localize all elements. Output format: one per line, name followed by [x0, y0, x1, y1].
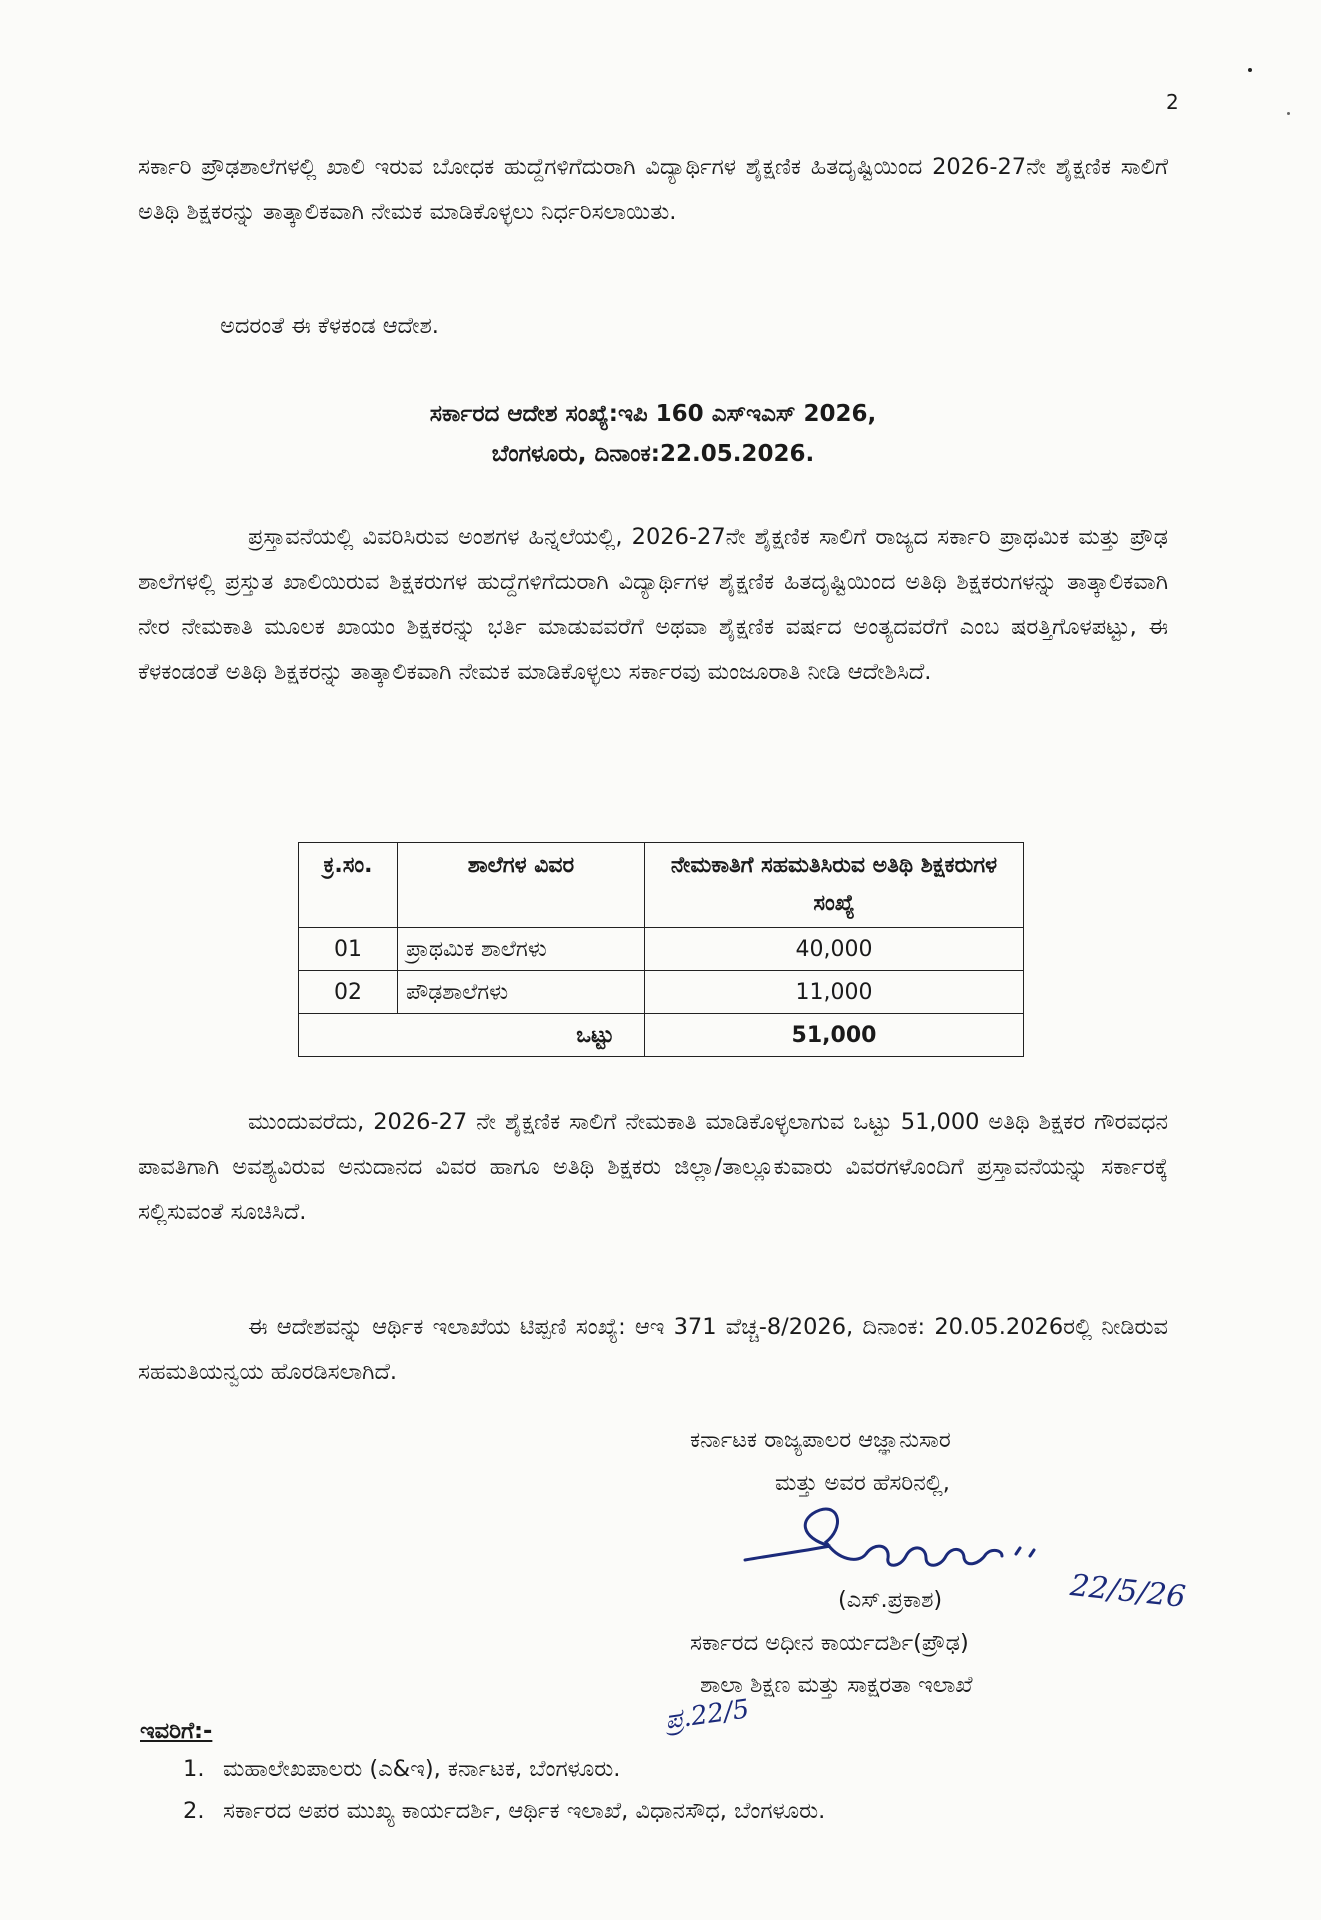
- authority-line2: ಮತ್ತು ಅವರ ಹೆಸರಿನಲ್ಲಿ,: [775, 1470, 950, 1496]
- intro-paragraph: ಸರ್ಕಾರಿ ಪ್ರೌಢಶಾಲೆಗಳಲ್ಲಿ ಖಾಲಿ ಇರುವ ಬೋಧಕ ಹುದ್ದೆಗಳಿಗೆದುರಾಗಿ ವಿದ್ಯಾರ್ಥಿಗಳ ಶೈಕ್ಷಣಿಕ ಹಿತದೃಷ್ಟಿಯಿಂದ 2026-27ನೇ ಶೈಕ್ಷಣಿಕ ಸಾಲಿಗೆ ಅತಿಥಿ ಶಿಕ್ಷಕರನ್ನು ತಾತ್ಕಾಲಿಕವಾಗಿ ನೇಮಕ ಮಾಡಿಕೊಳ್ಳಲು ನಿರ್ಧರಿಸಲಾಯಿತು.: [138, 154, 1168, 225]
- copy-to-heading: ಇವರಿಗೆ:-: [140, 1718, 213, 1744]
- finance-paragraph: ಈ ಆದೇಶವನ್ನು ಆರ್ಥಿಕ ಇಲಾಖೆಯ ಟಿಪ್ಪಣಿ ಸಂಖ್ಯೆ: ಆಇ 371 ವೆಚ್ಚ-8/2026, ದಿನಾಂಕ: 20.05.2026ರಲ್ಲಿ ನೀಡಿರುವ ಸಹಮತಿಯನ್ವಯ ಹೊರಡಿಸಲಾಗಿದೆ.: [138, 1314, 1168, 1385]
- table-cell: 02: [299, 971, 398, 1014]
- order-heading-line2: ಬೆಂಗಳೂರು, ದಿನಾಂಕ:22.05.2026.: [491, 441, 815, 467]
- table-header-row: [299, 843, 1024, 928]
- table-cell: ಪ್ರಾಥಮಿಕ ಶಾಲೆಗಳು: [398, 928, 645, 971]
- copy-to-text: ಸರ್ಕಾರದ ಅಪರ ಮುಖ್ಯ ಕಾರ್ಯದರ್ಶಿ, ಆರ್ಥಿಕ ಇಲಾಖೆ, ವಿಧಾನಸೌಧ, ಬೆಂಗಳೂರು.: [223, 1798, 826, 1824]
- guest-teacher-table: [298, 842, 1024, 1057]
- table-row: [299, 928, 1024, 971]
- signatory-designation: ಸರ್ಕಾರದ ಅಧೀನ ಕಾರ್ಯದರ್ಶಿ(ಪ್ರೌಢ): [690, 1630, 969, 1656]
- authority-line1: ಕರ್ನಾಟಕ ರಾಜ್ಯಪಾಲರ ಆಜ್ಞಾನುಸಾರ: [690, 1427, 951, 1453]
- table-cell: ಪೌಢಶಾಲೆಗಳು: [398, 971, 645, 1014]
- order-paragraph: ಪ್ರಸ್ತಾವನೆಯಲ್ಲಿ ವಿವರಿಸಿರುವ ಅಂಶಗಳ ಹಿನ್ನಲೆಯಲ್ಲಿ, 2026-27ನೇ ಶೈಕ್ಷಣಿಕ ಸಾಲಿಗೆ ರಾಜ್ಯದ ಸರ್ಕಾರಿ ಪ್ರಾಥಮಿಕ ಮತ್ತು ಪ್ರೌಢ ಶಾಲೆಗಳಲ್ಲಿ ಪ್ರಸ್ತುತ ಖಾಲಿಯಿರುವ ಶಿಕ್ಷಕರುಗಳ ಹುದ್ದೆಗಳಿಗೆದುರಾಗಿ ವಿದ್ಯಾರ್ಥಿಗಳ ಶೈಕ್ಷಣಿಕ ಹಿತದೃಷ್ಟಿಯಿಂದ ಅತಿಥಿ ಶಿಕ್ಷಕರುಗಳನ್ನು ತಾತ್ಕಾಲಿಕವಾಗಿ ನೇರ ನೇಮಕಾತಿ ಮೂಲಕ ಖಾಯಂ ಶಿಕ್ಷಕರನ್ನು ಭರ್ತಿ ಮಾಡುವವರೆಗೆ ಅಥವಾ ಶೈಕ್ಷಣಿಕ ವರ್ಷದ ಅಂತ್ಯದವರೆಗೆ ಎಂಬ ಷರತ್ತಿಗೊಳಪಟ್ಟು, ಈ ಕೆಳಕಂಡಂತೆ ಅತಿಥಿ ಶಿಕ್ಷಕರನ್ನು ತಾತ್ಕಾಲಿಕವಾಗಿ ನೇಮಕ ಮಾಡಿಕೊಳ್ಳಲು ಸರ್ಕಾರವು ಮಂಜೂರಾತಿ ನೀಡಿ ಆದೇಶಿಸಿದೆ.: [138, 524, 1168, 685]
- signatory-name: (ಎಸ್.ಪ್ರಕಾಶ): [838, 1587, 943, 1613]
- table-header: ನೇಮಕಾತಿಗೆ ಸಹಮತಿಸಿರುವ ಅತಿಥಿ ಶಿಕ್ಷಕರುಗಳ ಸಂಖ್ಯೆ: [645, 843, 1024, 928]
- table-header: ಕ್ರ.ಸಂ.: [299, 843, 398, 928]
- order-heading-line1: ಸರ್ಕಾರದ ಆದೇಶ ಸಂಖ್ಯೆ:ಇಪಿ 160 ಎಸ್‌ಇಎಸ್ 2026,: [429, 401, 877, 427]
- table-total-row: [299, 1014, 1024, 1057]
- further-paragraph: ಮುಂದುವರೆದು, 2026-27 ನೇ ಶೈಕ್ಷಣಿಕ ಸಾಲಿಗೆ ನೇಮಕಾತಿ ಮಾಡಿಕೊಳ್ಳಲಾಗುವ ಒಟ್ಟು 51,000 ಅತಿಥಿ ಶಿಕ್ಷಕರ ಗೌರವಧನ ಪಾವತಿಗಾಗಿ ಅವಶ್ಯವಿರುವ ಅನುದಾನದ ವಿವರ ಹಾಗೂ ಅತಿಥಿ ಶಿಕ್ಷಕರು ಜಿಲ್ಲಾ/ತಾಲ್ಲೂಕುವಾರು ವಿವರಗಳೊಂದಿಗೆ ಪ್ರಸ್ತಾವನೆಯನ್ನು ಸರ್ಕಾರಕ್ಕೆ ಸಲ್ಲಿಸುವಂತೆ ಸೂಚಿಸಿದೆ.: [138, 1109, 1168, 1225]
- copy-to-number: 1.: [183, 1756, 205, 1782]
- table-cell: 11,000: [645, 971, 1024, 1014]
- order-intro: ಅದರಂತೆ ಈ ಕೆಳಕಂಡ ಆದೇಶ.: [220, 313, 439, 339]
- copy-to-item: [183, 1798, 825, 1824]
- total-label: ಒಟ್ಟು: [299, 1014, 645, 1057]
- scan-speck: [1287, 112, 1290, 115]
- scan-speck: [1248, 68, 1252, 72]
- table-header: ಶಾಲೆಗಳ ವಿವರ: [398, 843, 645, 928]
- initial-mark: ಪ್ರ.22/5: [663, 1694, 752, 1736]
- table-cell: 01: [299, 928, 398, 971]
- page-number: 2: [1166, 90, 1179, 114]
- signatory-department: ಶಾಲಾ ಶಿಕ್ಷಣ ಮತ್ತು ಸಾಕ್ಷರತಾ ಇಲಾಖೆ: [700, 1672, 973, 1698]
- table-row: [299, 971, 1024, 1014]
- copy-to-text: ಮಹಾಲೇಖಪಾಲರು (ಎ&ಇ), ಕರ್ನಾಟಕ, ಬೆಂಗಳೂರು.: [223, 1756, 621, 1782]
- total-value: 51,000: [645, 1014, 1024, 1057]
- copy-to-item: [183, 1756, 620, 1782]
- table-cell: 40,000: [645, 928, 1024, 971]
- copy-to-number: 2.: [183, 1798, 205, 1824]
- signature-date: 22/5/26: [1068, 1568, 1188, 1615]
